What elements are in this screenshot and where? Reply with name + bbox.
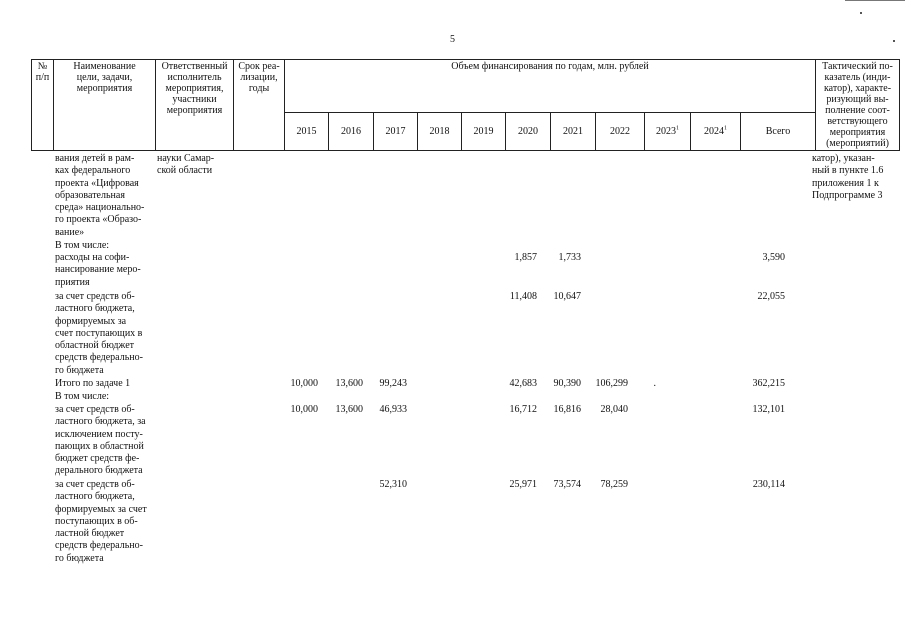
cell-value: 13,600 [335, 404, 363, 415]
year-2015: 2015 [285, 112, 329, 151]
cell-value: 90,390 [553, 378, 581, 389]
cell-value: 99,243 [379, 378, 407, 389]
page-number: 5 [450, 34, 455, 45]
table-header [31, 59, 900, 151]
year-2019: 2019 [462, 112, 506, 151]
year-2017: 2017 [374, 112, 418, 151]
cell-total: 22,055 [757, 291, 785, 302]
year-2016: 2016 [329, 112, 374, 151]
year-total: Всего [741, 112, 816, 151]
cell-value: 16,712 [509, 404, 537, 415]
cell-total: 132,101 [752, 404, 785, 415]
header-term: Срок реа- лизации, годы [234, 60, 285, 151]
cell-value: 10,000 [290, 404, 318, 415]
cell-value: 10,000 [290, 378, 318, 389]
row-task-total-name: Итого по задаче 1 [55, 378, 131, 389]
year-2021: 2021 [551, 112, 596, 151]
cell-value: 52,310 [379, 479, 407, 490]
including-label: В том числе: [55, 240, 110, 251]
cell-value: 25,971 [509, 479, 537, 490]
cell-value: 73,574 [553, 479, 581, 490]
cell-value: 16,816 [553, 404, 581, 415]
row-continued-indicator: катор), указан- ный в пункте 1.6 приложения 1 к Подпрограмме 3 [812, 153, 884, 201]
row-cofinancing-name: расходы на софи- нансирование меро- приятия [55, 252, 141, 288]
cell-value: 78,259 [600, 479, 628, 490]
header-indicator: Тактический по- казатель (инди- катор), характе- ризующий вы- полнение соот- ветствующего мероприятия (мероприятий) [816, 60, 900, 151]
scan-speck [893, 40, 895, 42]
year-2024: 2024$^1$ [691, 112, 741, 151]
cell-value: 1,733 [558, 252, 581, 263]
header-funding: Объем финансирования по годам, млн. рублей [285, 60, 816, 113]
row-federal-funds-name: за счет средств об- ластного бюджета, формируемых за счет поступающих в областной бюджет средств федерально- го бюджета [55, 291, 143, 376]
cell-value: 42,683 [509, 378, 537, 389]
cell-total: 3,590 [762, 252, 785, 263]
year-2023: 2023$^1$ [645, 112, 691, 151]
cell-total: 362,215 [752, 378, 785, 389]
cell-value: 28,040 [600, 404, 628, 415]
cell-value: . [653, 378, 656, 389]
scan-edge-line [845, 0, 905, 1]
cell-value: 11,408 [509, 291, 537, 302]
including-label: В том числе: [55, 391, 110, 402]
cell-value: 106,299 [595, 378, 628, 389]
header-name: Наименование цели, задачи, мероприятия [54, 60, 156, 151]
year-2020: 2020 [506, 112, 551, 151]
header-no: № п/п [32, 60, 54, 151]
cell-value: 13,600 [335, 378, 363, 389]
cell-value: 10,647 [553, 291, 581, 302]
year-2022: 2022 [596, 112, 645, 151]
row-continued-responsible: науки Самар- ской области [157, 153, 215, 177]
cell-value: 46,933 [379, 404, 407, 415]
scan-speck [860, 12, 862, 14]
cell-value: 1,857 [514, 252, 537, 263]
cell-total: 230,114 [752, 479, 785, 490]
header-responsible: Ответственный исполнитель мероприятия, участники мероприятия [156, 60, 234, 151]
year-2018: 2018 [418, 112, 462, 151]
row-continued-name: вания детей в рам- ках федерального проекта «Цифровая образовательная среда» национально- го проекта «Образо- вание» [55, 153, 145, 238]
row-regional-funds-name: за счет средств об- ластного бюджета, за исключением посту- пающих в областной бюджет средств фе- дерального бюджета [55, 404, 146, 477]
row-federal-funds-2-name: за счет средств об- ластного бюджета, формируемых за счет поступающих в об- ластной бюджет средств федерально- го бюджета [55, 479, 147, 564]
